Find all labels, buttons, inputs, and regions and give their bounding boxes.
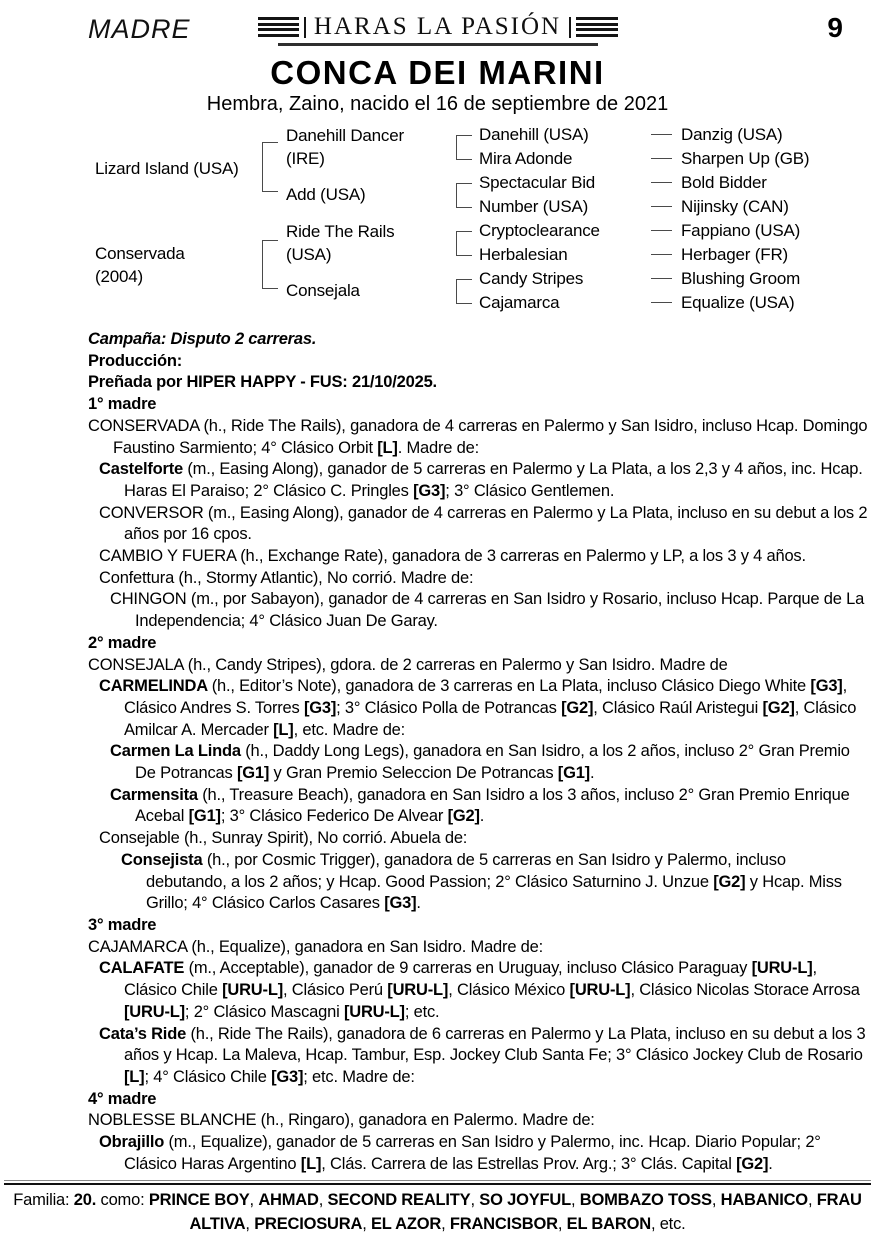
logo-text: HARAS LA PASIÓN	[313, 13, 562, 40]
dash	[651, 302, 672, 303]
logo-bars-left-icon	[258, 17, 299, 37]
pedigree-gen4-name: Bold Bidder	[681, 173, 767, 192]
fourth-dam-heading: 4° madre	[88, 1089, 157, 1108]
footer-rule	[4, 1180, 871, 1185]
dash	[651, 182, 672, 183]
pedigree-gen4-name: Herbager (FR)	[681, 245, 788, 264]
section-label: MADRE	[88, 14, 191, 44]
entry-cajamarca: CAJAMARCA (h., Equalize), ganadora en San Isidro. Madre de:	[88, 937, 544, 956]
logo-bars-right-icon	[576, 17, 617, 37]
entry-consejable: Consejable (h., Sunray Spirit), No corrió. Abuela de:	[99, 829, 468, 848]
pedigree-gen2-name: Consejala	[286, 281, 360, 300]
production-heading: Producción:	[88, 351, 183, 370]
pedigree-gen3-name: Danehill (USA)	[479, 125, 589, 144]
dash	[651, 230, 672, 231]
entry-obrajillo: Obrajillo (m., Equalize), ganador de 5 carreras en San Isidro y Palermo, inc. Hcap. Diario Popular; 2° Clásico Haras Argentino [L], Clás. Carrera de las Estrellas Prov. Arg.; 3° Clás. Capital [G2].	[99, 1133, 821, 1173]
page-number: 9	[827, 12, 843, 43]
pedigree-gen4-name: Blushing Groom	[681, 269, 801, 288]
pedigree-gen3-name: Herbalesian	[479, 245, 568, 264]
entry-catas-ride: Cata’s Ride (h., Ride The Rails), ganadora de 6 carreras en Palermo y La Plata, incluso en su debut a los 3 años y Hcap. La Maleva, Hcap. Tambur, Esp. Jockey Club Santa Fe; 3° Clásico Jockey Club de Rosario [L]; 4° Clásico Chile [G3]; etc. Madre de:	[99, 1024, 866, 1086]
campaign-line: Campaña: Disputo 2 carreras.	[88, 330, 317, 348]
pedigree-gen4-name: Nijinsky (CAN)	[681, 197, 789, 216]
dash	[651, 254, 672, 255]
entry-calafate: CALAFATE (m., Acceptable), ganador de 9 carreras en Uruguay, incluso Clásico Paraguay [URU-L], Clásico Chile [URU-L], Clásico Perú [URU-L], Clásico México [URU-L], Clásico Nicolas Storace Arrosa [URU-L]; 2° Clásico Mascagni [URU-L]; etc.	[99, 959, 860, 1021]
logo-divider-right	[569, 17, 571, 38]
pedigree-gen3-name: Cryptoclearance	[479, 221, 600, 240]
entry-carmensita: Carmensita (h., Treasure Beach), ganadora en San Isidro a los 3 años, incluso 2° Gran Premio Enrique Acebal [G1]; 3° Clásico Federico De Alvear [G2].	[110, 785, 850, 826]
entry-conversor: CONVERSOR (m., Easing Along), ganador de 4 carreras en Palermo y La Plata, incluso en su debut a los 2 años por 16 cpos.	[99, 503, 868, 544]
pregnant-line: Preñada por HIPER HAPPY - FUS: 21/10/2025.	[88, 373, 437, 392]
entry-carmen-la-linda: Carmen La Linda (h., Daddy Long Legs), ganadora en San Isidro, a los 2 años, incluso 2° Gran Premio De Potrancas [G1] y Gran Premio Seleccion De Potrancas [G1].	[110, 742, 850, 783]
logo-divider-left	[304, 17, 306, 38]
entry-carmelinda: CARMELINDA (h., Editor’s Note), ganadora de 3 carreras en La Plata, incluso Clásico Diego White [G3], Clásico Andres S. Torres [G3]; 3° Clásico Polla de Potrancas [G2], Clásico Raúl Aristegui [G2], Clásico Amilcar A. Mercader [L], etc. Madre de:	[99, 677, 857, 739]
second-dam-heading: 2° madre	[88, 633, 157, 652]
pedigree-gen3-name: Number (USA)	[479, 197, 589, 216]
bracket	[262, 142, 278, 192]
horse-subtitle: Hembra, Zaino, nacido el 16 de septiembre de 2021	[206, 93, 669, 115]
bracket	[456, 135, 472, 160]
pedigree-gen3-name: Cajamarca	[479, 293, 560, 312]
entry-cambio-y-fuera: CAMBIO Y FUERA (h., Exchange Rate), ganadora de 3 carreras en Palermo y LP, a los 3 y 4 años.	[99, 547, 806, 566]
pedigree-gen4-name: Fappiano (USA)	[681, 221, 801, 240]
dash	[651, 158, 672, 159]
dash	[651, 206, 672, 207]
dash	[651, 278, 672, 279]
entry-noblesse-blanche: NOBLESSE BLANCHE (h., Ringaro), ganadora en Palermo. Madre de:	[88, 1111, 595, 1130]
entry-chingon: CHINGON (m., por Sabayon), ganador de 4 carreras en San Isidro y Rosario, incluso Hcap. Parque de La Independencia; 4° Clásico Juan De Garay.	[110, 590, 865, 631]
horse-name-title: CONCA DEI MARINI	[270, 54, 605, 91]
pedigree-gen2-name: Danehill Dancer (IRE)	[286, 126, 404, 168]
pedigree-gen2-name: Add (USA)	[286, 185, 366, 204]
dash	[651, 134, 672, 135]
footer	[8, 1188, 867, 1236]
entry-consejista: Consejista (h., por Cosmic Trigger), ganadora de 5 carreras en San Isidro y Palermo, incluso debutando, a los 2 años; y Hcap. Good Passion; 2° Clásico Saturnino J. Unzue [G2] y Hcap. Miss Grillo; 4° Clásico Carlos Casares [G3].	[121, 850, 842, 913]
pedigree-dam: Conservada (2004)	[95, 244, 185, 286]
bracket	[456, 183, 472, 208]
pedigree-gen4-name: Sharpen Up (GB)	[681, 149, 810, 168]
bracket	[456, 279, 472, 304]
pedigree-gen4-name: Danzig (USA)	[681, 125, 783, 144]
pedigree-gen3-name: Spectacular Bid	[479, 173, 596, 192]
page-header	[0, 0, 875, 52]
family-line: Familia: 20. como: PRINCE BOY, AHMAD, SECOND REALITY, SO JOYFUL, BOMBAZO TOSS, HABANICO, FRAU ALTIVA, PRECIOSURA, EL AZOR, FRANCISBOR, EL BARON, etc.	[13, 1191, 862, 1234]
entry-confettura: Confettura (h., Stormy Atlantic), No corrió. Madre de:	[99, 568, 474, 587]
logo-underline	[278, 43, 598, 46]
pedigree-gen4-name: Equalize (USA)	[681, 293, 795, 312]
bracket	[262, 240, 278, 289]
third-dam-heading: 3° madre	[88, 915, 157, 934]
body-text	[88, 329, 869, 1175]
pedigree-gen2-name: Ride The Rails (USA)	[286, 222, 395, 264]
first-dam-heading: 1° madre	[88, 395, 157, 414]
entry-castelforte: Castelforte (m., Easing Along), ganador de 5 carreras en Palermo y La Plata, a los 2,3 y 4 años, inc. Hcap. Haras El Paraiso; 2° Clásico C. Pringles [G3]; 3° Clásico Gentlemen.	[99, 460, 863, 500]
pedigree-gen3-name: Candy Stripes	[479, 269, 584, 288]
pedigree-sire: Lizard Island (USA)	[95, 159, 239, 178]
entry-consejala: CONSEJALA (h., Candy Stripes), gdora. de 2 carreras en Palermo y San Isidro. Madre de	[88, 655, 728, 674]
pedigree-gen3-name: Mira Adonde	[479, 149, 573, 168]
bracket	[456, 231, 472, 256]
entry-conservada: CONSERVADA (h., Ride The Rails), ganadora de 4 carreras en Palermo y San Isidro, incluso Hcap. Domingo Faustino Sarmiento; 4° Clásico Orbit [L]. Madre de:	[88, 416, 868, 457]
stud-logo	[258, 0, 618, 46]
pedigree-table	[0, 120, 875, 320]
